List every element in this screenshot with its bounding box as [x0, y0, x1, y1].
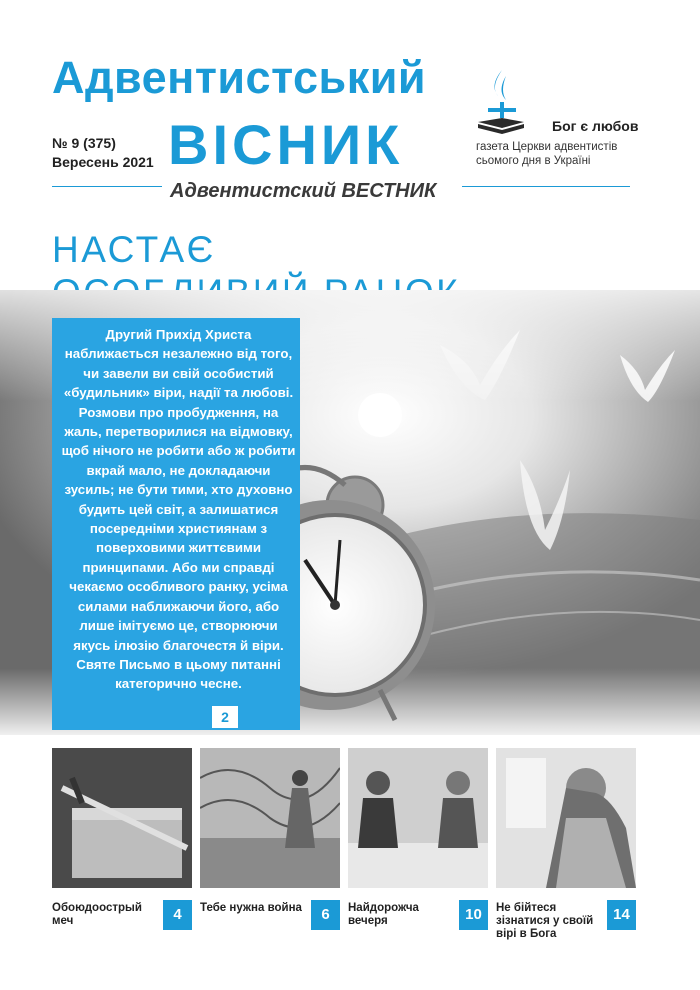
article-title[interactable]: Обоюдоострый меч — [52, 902, 142, 927]
masthead-subtitle: Адвентистский ВЕСТНИК — [170, 180, 437, 202]
article-page-number[interactable]: 10 — [459, 900, 488, 930]
article-page-number[interactable]: 6 — [311, 900, 340, 930]
church-logo-icon — [476, 68, 526, 138]
article-title[interactable]: Не бійтеся зізнатися у своїй вірі в Бога — [496, 902, 594, 940]
article-title[interactable]: Найдорожча вечеря — [348, 902, 419, 927]
motto: Бог є любов — [552, 118, 639, 134]
headline-line: НАСТАЄ — [52, 229, 216, 270]
issue-date: Вересень 2021 — [52, 154, 154, 170]
masthead-title-main: ВІСНИК — [168, 113, 404, 176]
article-thumb-supper[interactable] — [348, 748, 488, 888]
teaser-page-number[interactable]: 2 — [212, 706, 238, 728]
issue-number: № 9 (375) — [52, 135, 116, 151]
article-title[interactable]: Тебе нужна война — [200, 902, 302, 914]
article-page-number[interactable]: 4 — [163, 900, 192, 930]
article-thumb-war[interactable] — [200, 748, 340, 888]
teaser-text: Другий Прихід Христа наближається незалежно від того, чи завели ви свій особистий «будильник» віри, надії та любові. Розмови про пробудження, на жаль, перетворилися на відмовку, щоб нічого не робити або ж робити вкрай мало, не докладаючи зусиль; не бути тими, хто духовно будить цей світ, а залишатися посередніми християнам з поверховими життєвими принципами. Або ми справді чекаємо особливого ранку, усіма силами наближаючи його, або лише імітуємо це, створюючи якусь ілюзію благочестя й віри. Святе Письмо в цьому питанні категорично чесне. — [61, 327, 296, 692]
article-thumb-faith[interactable] — [496, 748, 636, 888]
issue-info — [52, 134, 154, 172]
divider — [52, 186, 162, 187]
divider — [462, 186, 630, 187]
article-thumb-sword[interactable] — [52, 748, 192, 888]
paper-description: газета Церкви адвентистів сьомого дня в Україні — [476, 141, 618, 167]
article-page-number[interactable]: 14 — [607, 900, 636, 930]
masthead-title: Адвентистський — [52, 52, 427, 103]
